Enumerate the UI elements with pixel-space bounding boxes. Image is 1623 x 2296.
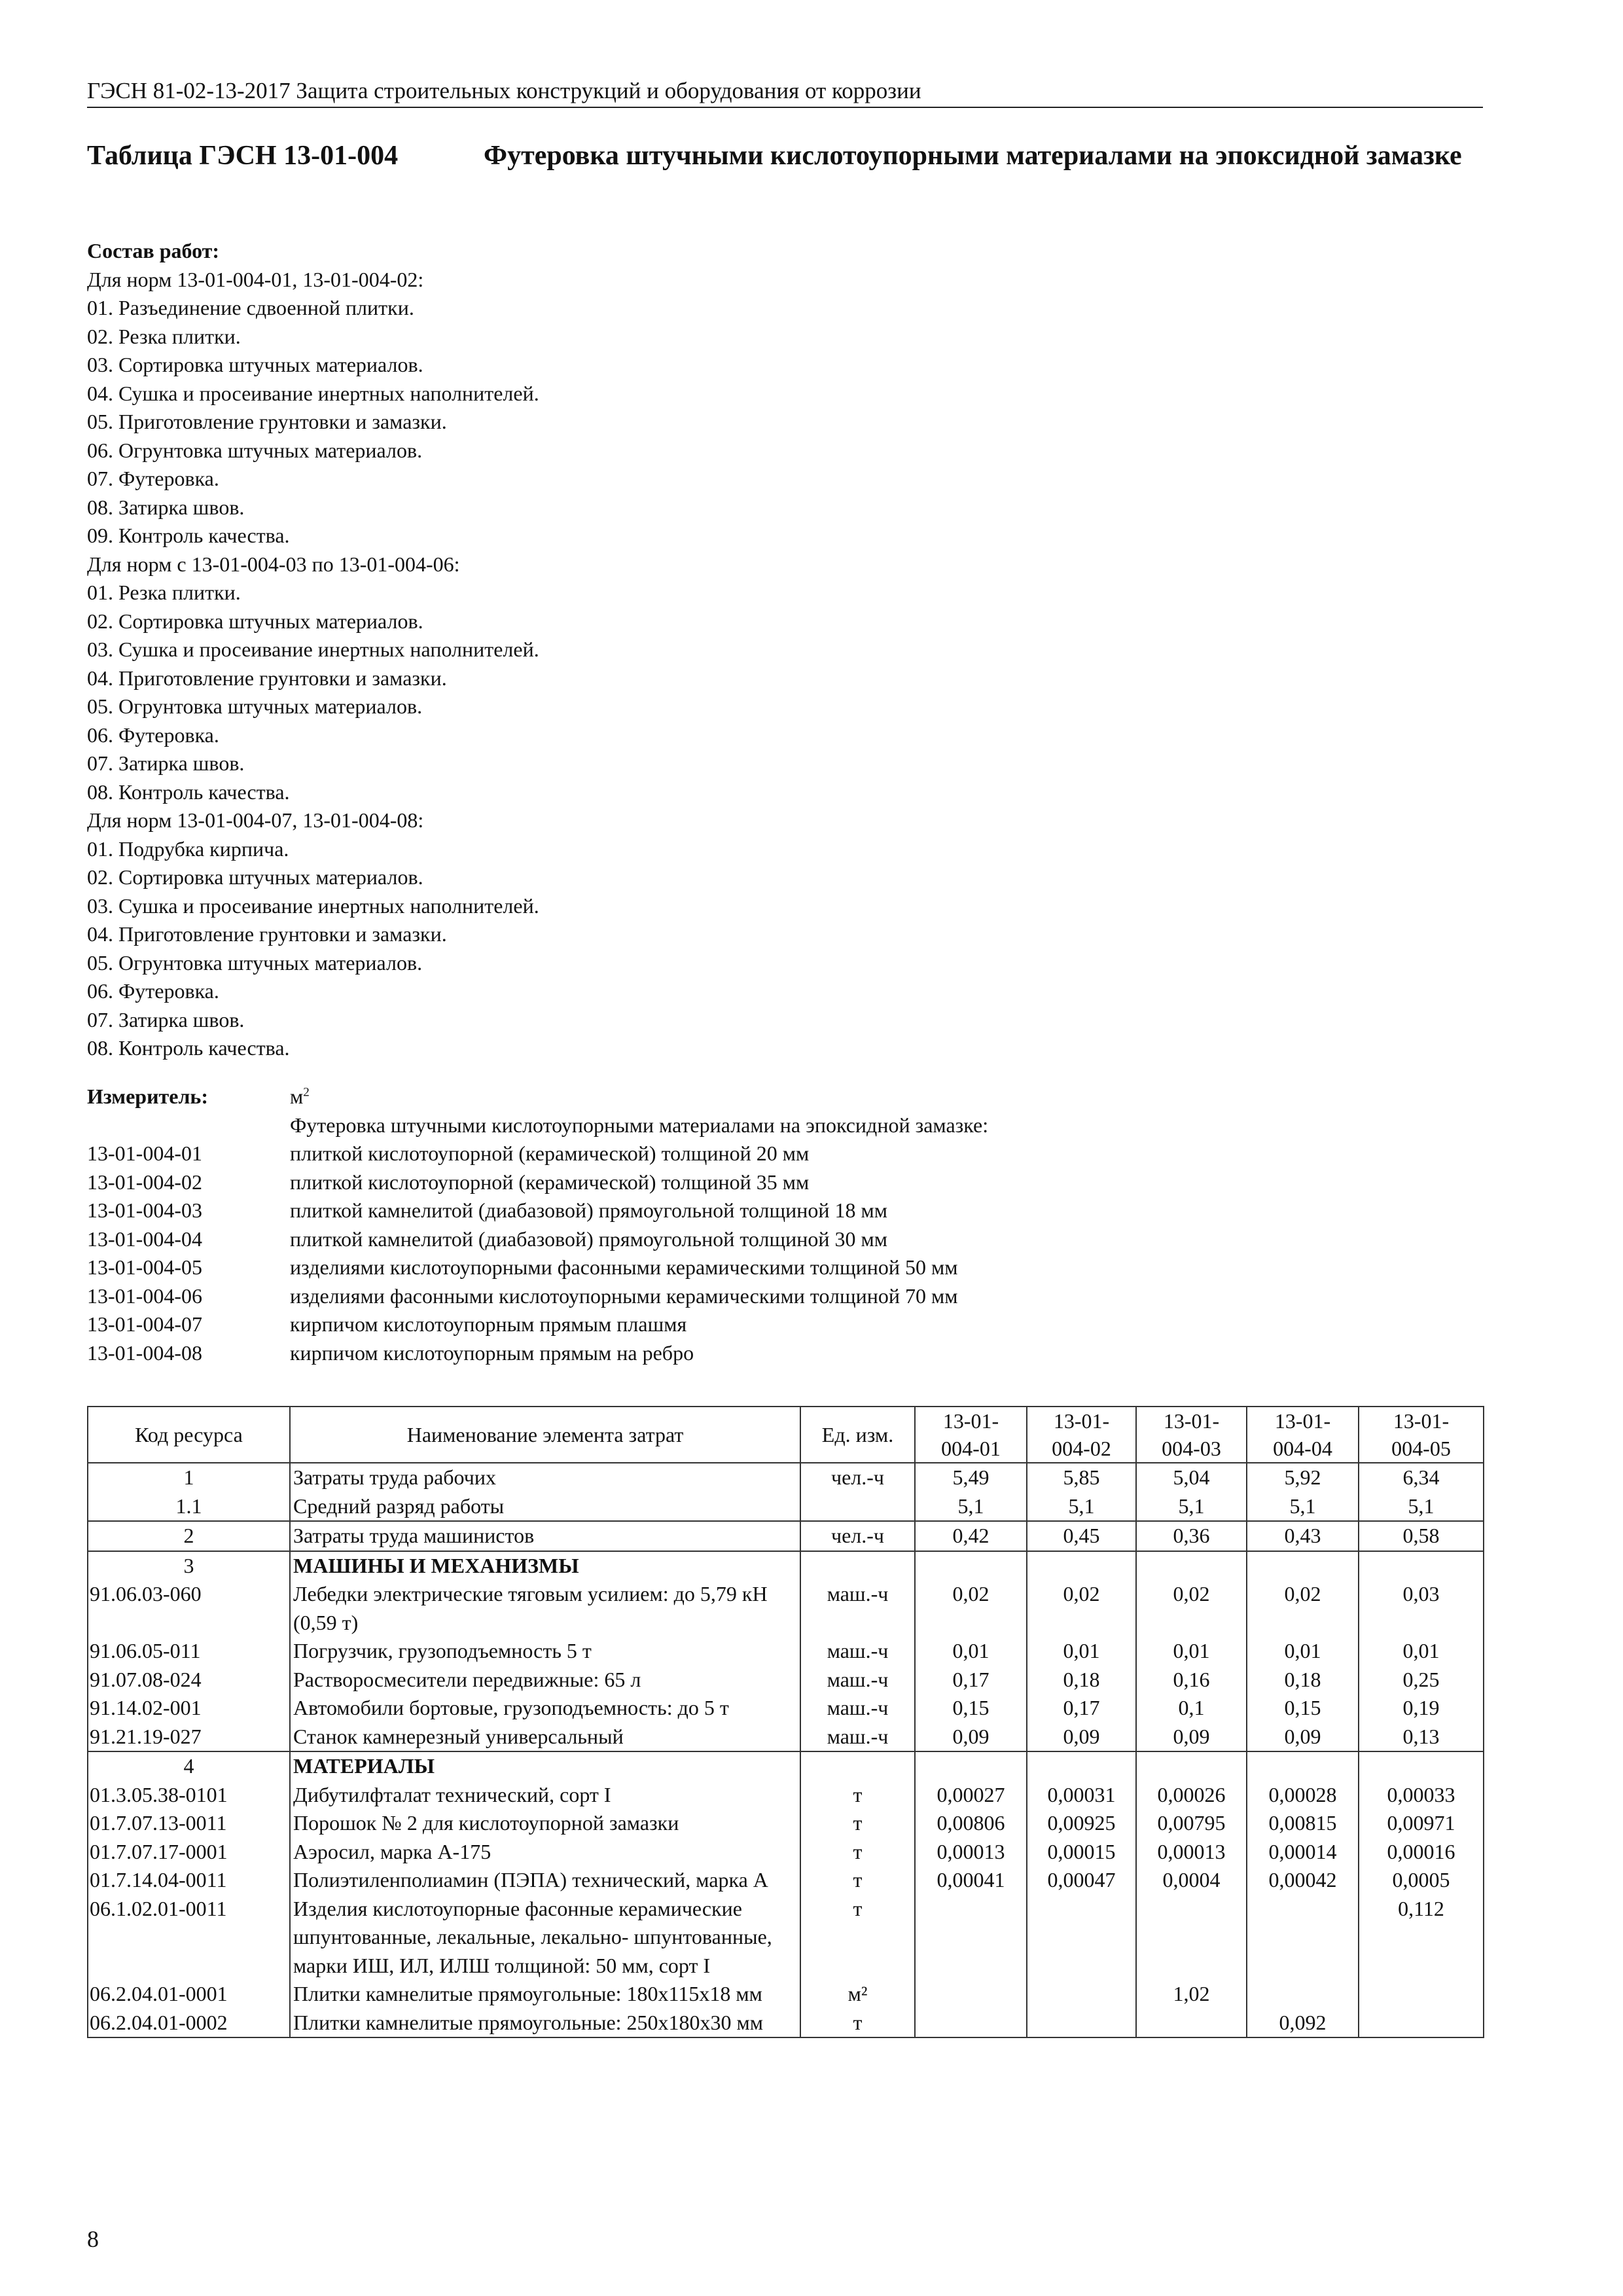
table-row (88, 1637, 1484, 1666)
cell-value (1027, 1980, 1136, 2009)
table-row (88, 1751, 1484, 1781)
cell-code: 91.06.05-011 (88, 1637, 290, 1666)
work-composition-line: 06. Футеровка. (87, 979, 219, 1003)
cell-unit: чел.-ч (800, 1521, 915, 1551)
cell-value (1359, 1551, 1484, 1581)
work-composition-line: 08. Контроль качества. (87, 780, 290, 804)
meter-item (87, 1339, 1483, 1368)
header-norm-01 (915, 1407, 1027, 1463)
cell-unit: чел.-ч (800, 1463, 915, 1492)
cell-value (1247, 1895, 1359, 1981)
cell-value: 0,00028 (1247, 1781, 1359, 1810)
cell-name: Затраты труда рабочих (290, 1463, 800, 1492)
work-composition-line: 09. Контроль качества. (87, 524, 290, 547)
cell-code: 06.1.02.01-0011 (88, 1895, 290, 1981)
cell-value: 0,00971 (1359, 1809, 1484, 1838)
work-composition-line: 02. Сортировка штучных материалов. (87, 609, 423, 633)
table-row (88, 2009, 1484, 2038)
work-composition (87, 237, 1483, 1063)
meter-item-code: 13-01-004-02 (87, 1170, 202, 1194)
resource-table (87, 1406, 1484, 2038)
meter-unit (290, 1083, 310, 1111)
cell-value: 0,19 (1359, 1694, 1484, 1723)
cell-value: 5,1 (1247, 1492, 1359, 1522)
work-composition-line: 05. Приготовление грунтовки и замазки. (87, 410, 447, 433)
cell-code: 91.14.02-001 (88, 1694, 290, 1723)
cell-value (1136, 1551, 1247, 1581)
cell-unit: маш.-ч (800, 1694, 915, 1723)
cell-name: Изделия кислотоупорные фасонные керамические шпунтованные, лекальные, лекально- шпунтованные, марки ИШ, ИЛ, ИЛШ толщиной: 50 мм, сорт I (290, 1895, 800, 1981)
cell-code: 06.2.04.01-0001 (88, 1980, 290, 2009)
cell-value (1359, 1980, 1484, 2009)
table-row (88, 1980, 1484, 2009)
cell-value: 0,00031 (1027, 1781, 1136, 1810)
cell-value: 0,01 (1027, 1637, 1136, 1666)
header-code: Код ресурса (88, 1407, 290, 1463)
cell-value: 0,00016 (1359, 1838, 1484, 1867)
cell-value: 0,02 (1136, 1580, 1247, 1637)
work-composition-line: 02. Сортировка штучных материалов. (87, 865, 423, 889)
work-composition-line: 03. Сортировка штучных материалов. (87, 353, 423, 376)
cell-code: 3 (88, 1551, 290, 1581)
cell-value (1027, 2009, 1136, 2038)
work-composition-line: 01. Разъединение сдвоенной плитки. (87, 296, 414, 319)
table-row (88, 1781, 1484, 1810)
cell-unit: маш.-ч (800, 1637, 915, 1666)
cell-value: 0,09 (1027, 1723, 1136, 1752)
cell-name: Погрузчик, грузоподъемность 5 т (290, 1637, 800, 1666)
meter-items-list (87, 1139, 1483, 1367)
table-row (88, 1723, 1484, 1752)
cell-name: Плитки камнелитые прямоугольные: 180x115x18 мм (290, 1980, 800, 2009)
cell-code: 91.07.08-024 (88, 1666, 290, 1695)
cell-value (915, 1751, 1027, 1781)
table-body (88, 1463, 1484, 2037)
cell-value: 0,45 (1027, 1521, 1136, 1551)
header-norm-05 (1359, 1407, 1484, 1463)
work-composition-line: Для норм 13-01-004-07, 13-01-004-08: (87, 808, 424, 832)
cell-value: 5,04 (1136, 1463, 1247, 1492)
cell-name: Порошок № 2 для кислотоупорной замазки (290, 1809, 800, 1838)
cell-code: 91.06.03-060 (88, 1580, 290, 1637)
cell-value: 0,01 (1136, 1637, 1247, 1666)
meter-item (87, 1310, 1483, 1339)
work-composition-line: 01. Резка плитки. (87, 581, 241, 604)
cell-unit: т (800, 1809, 915, 1838)
cell-name: Плитки камнелитые прямоугольные: 250x180x30 мм (290, 2009, 800, 2038)
cell-value: 0,00806 (915, 1809, 1027, 1838)
cell-value (1027, 1895, 1136, 1981)
cell-unit: т (800, 1866, 915, 1895)
cell-name: Станок камнерезный универсальный (290, 1723, 800, 1752)
cell-value: 0,15 (915, 1694, 1027, 1723)
cell-value: 0,15 (1247, 1694, 1359, 1723)
work-composition-line: 03. Сушка и просеивание инертных наполнителей. (87, 637, 539, 661)
meter-item (87, 1139, 1483, 1168)
work-composition-line: 07. Затирка швов. (87, 751, 245, 775)
cell-value: 0,00013 (1136, 1838, 1247, 1867)
cell-unit: маш.-ч (800, 1723, 915, 1752)
cell-code: 01.3.05.38-0101 (88, 1781, 290, 1810)
meter-intro: Футеровка штучными кислотоупорными материалами на эпоксидной замазке: (290, 1113, 989, 1137)
work-composition-line: 04. Приготовление грунтовки и замазки. (87, 922, 447, 946)
cell-value: 0,00041 (915, 1866, 1027, 1895)
table-row (88, 1551, 1484, 1581)
cell-value (1136, 1895, 1247, 1981)
cell-value (1136, 2009, 1247, 2038)
work-composition-line: 04. Приготовление грунтовки и замазки. (87, 666, 447, 690)
meter-item-code: 13-01-004-05 (87, 1255, 202, 1279)
meter-item (87, 1253, 1483, 1282)
work-composition-line: 01. Подрубка кирпича. (87, 836, 289, 861)
cell-unit: т (800, 1895, 915, 1981)
cell-code: 06.2.04.01-0002 (88, 2009, 290, 2038)
work-composition-line: 04. Сушка и просеивание инертных наполнителей. (87, 381, 539, 405)
cell-value: 0,01 (915, 1637, 1027, 1666)
cell-code: 91.21.19-027 (88, 1723, 290, 1752)
cell-value: 0,02 (1247, 1580, 1359, 1637)
cell-value: 0,092 (1247, 2009, 1359, 2038)
cell-name: МАШИНЫ И МЕХАНИЗМЫ (290, 1551, 800, 1581)
work-composition-line: Для норм с 13-01-004-03 по 13-01-004-06: (87, 552, 460, 576)
cell-value (1027, 1551, 1136, 1581)
meter-item (87, 1168, 1483, 1197)
table-row (88, 1580, 1484, 1637)
cell-value: 0,01 (1247, 1637, 1359, 1666)
meter-item-code: 13-01-004-08 (87, 1340, 202, 1365)
cell-value: 5,1 (915, 1492, 1027, 1522)
cell-name: Лебедки электрические тяговым усилием: до 5,79 кН (0,59 т) (290, 1580, 800, 1637)
cell-name: Средний разряд работы (290, 1492, 800, 1522)
header-norm-04 (1247, 1407, 1359, 1463)
table-row (88, 1809, 1484, 1838)
cell-value: 0,02 (915, 1580, 1027, 1637)
table-title-name: Футеровка штучными кислотоупорными материалами на эпоксидной замазке (484, 141, 1462, 171)
cell-value: 6,34 (1359, 1463, 1484, 1492)
work-composition-line: 08. Контроль качества. (87, 1036, 290, 1060)
cell-value: 0,00027 (915, 1781, 1027, 1810)
table-row (88, 1666, 1484, 1695)
meter-item-text: плиткой камнелитой (диабазовой) прямоугольной толщиной 18 мм (290, 1198, 887, 1222)
cell-unit (800, 1492, 915, 1522)
header-norm-line1: 13-01- (1053, 1409, 1110, 1433)
table-row (88, 1866, 1484, 1895)
cell-value: 0,00014 (1247, 1838, 1359, 1867)
meter-item-code: 13-01-004-01 (87, 1141, 202, 1165)
work-composition-line: 05. Огрунтовка штучных материалов. (87, 694, 423, 718)
cell-value: 0,00015 (1027, 1838, 1136, 1867)
cell-value: 5,92 (1247, 1463, 1359, 1492)
cell-value (915, 1895, 1027, 1981)
cell-code: 01.7.14.04-0011 (88, 1866, 290, 1895)
meter-intro-row (87, 1111, 1483, 1140)
cell-name: Полиэтиленполиамин (ПЭПА) технический, марка А (290, 1866, 800, 1895)
cell-code: 2 (88, 1521, 290, 1551)
cell-unit: маш.-ч (800, 1666, 915, 1695)
cell-value: 0,00013 (915, 1838, 1027, 1867)
cell-value: 0,00026 (1136, 1781, 1247, 1810)
cell-value: 0,0005 (1359, 1866, 1484, 1895)
cell-value: 0,112 (1359, 1895, 1484, 1981)
meter-item-code: 13-01-004-06 (87, 1283, 202, 1308)
work-composition-heading: Состав работ: (87, 239, 220, 262)
work-composition-line: 05. Огрунтовка штучных материалов. (87, 950, 423, 975)
cell-value (1247, 1980, 1359, 2009)
meter-item-text: кирпичом кислотоупорным прямым на ребро (290, 1340, 694, 1365)
cell-value (1136, 1751, 1247, 1781)
meter-item-text: плиткой кислотоупорной (керамической) толщиной 35 мм (290, 1170, 810, 1194)
meter-item-text: изделиями кислотоупорными фасонными керамическими толщиной 50 мм (290, 1255, 958, 1279)
table-row (88, 1492, 1484, 1522)
meter-item-text: изделиями фасонными кислотоупорными керамическими толщиной 70 мм (290, 1283, 958, 1308)
work-composition-line: 03. Сушка и просеивание инертных наполнителей. (87, 893, 539, 918)
cell-unit: т (800, 1838, 915, 1867)
cell-value: 5,85 (1027, 1463, 1136, 1492)
cell-code: 01.7.07.17-0001 (88, 1838, 290, 1867)
cell-name: Затраты труда машинистов (290, 1521, 800, 1551)
cell-value: 0,0004 (1136, 1866, 1247, 1895)
header-norm-line1: 13-01- (1274, 1409, 1331, 1433)
cell-value (1359, 1751, 1484, 1781)
table-row (88, 1463, 1484, 1492)
cell-value: 0,36 (1136, 1521, 1247, 1551)
cell-name: Дибутилфталат технический, сорт I (290, 1781, 800, 1810)
cell-unit (800, 1751, 915, 1781)
table-row (88, 1694, 1484, 1723)
cell-value: 1,02 (1136, 1980, 1247, 2009)
meter-item-code: 13-01-004-04 (87, 1227, 202, 1251)
header-norm-line2: 004-05 (1391, 1437, 1451, 1460)
meter-row (87, 1083, 1483, 1111)
table-header-row (88, 1407, 1484, 1463)
table-row (88, 1521, 1484, 1551)
cell-value: 0,03 (1359, 1580, 1484, 1637)
cell-value: 0,17 (915, 1666, 1027, 1695)
cell-value: 0,09 (915, 1723, 1027, 1752)
work-composition-line: 07. Затирка швов. (87, 1007, 245, 1031)
cell-value: 0,58 (1359, 1521, 1484, 1551)
cell-value: 0,18 (1027, 1666, 1136, 1695)
cell-value (915, 1551, 1027, 1581)
meter-item (87, 1282, 1483, 1311)
cell-unit: м² (800, 1980, 915, 2009)
header-unit: Ед. изм. (800, 1407, 915, 1463)
cell-value: 0,17 (1027, 1694, 1136, 1723)
header-norm-02 (1027, 1407, 1136, 1463)
work-composition-line: Для норм 13-01-004-01, 13-01-004-02: (87, 267, 424, 291)
cell-value: 0,43 (1247, 1521, 1359, 1551)
table-title-code: Таблица ГЭСН 13-01-004 (87, 141, 399, 171)
cell-value (915, 2009, 1027, 2038)
meter-unit-sup: 2 (303, 1085, 310, 1100)
cell-value: 0,25 (1359, 1666, 1484, 1695)
header-norm-03 (1136, 1407, 1247, 1463)
header-norm-line2: 004-04 (1273, 1437, 1332, 1460)
cell-value: 0,00042 (1247, 1866, 1359, 1895)
cell-value: 5,1 (1136, 1492, 1247, 1522)
cell-value: 0,1 (1136, 1694, 1247, 1723)
cell-code: 1.1 (88, 1492, 290, 1522)
meter-item-text: плиткой камнелитой (диабазовой) прямоугольной толщиной 30 мм (290, 1227, 887, 1251)
cell-value: 0,01 (1359, 1637, 1484, 1666)
meter-item-text: кирпичом кислотоупорным прямым плашмя (290, 1312, 687, 1336)
cell-unit (800, 1551, 915, 1581)
cell-name: Автомобили бортовые, грузоподъемность: до 5 т (290, 1694, 800, 1723)
meter-section (87, 1083, 1483, 1367)
work-composition-line: 06. Футеровка. (87, 723, 219, 747)
cell-name: Аэросил, марка А-175 (290, 1838, 800, 1867)
header-norm-line1: 13-01- (942, 1409, 999, 1433)
running-header: ГЭСН 81-02-13-2017 Защита строительных конструкций и оборудования от коррозии (87, 77, 1483, 108)
cell-value: 0,00033 (1359, 1781, 1484, 1810)
cell-value: 0,18 (1247, 1666, 1359, 1695)
cell-value: 0,00815 (1247, 1809, 1359, 1838)
meter-item (87, 1196, 1483, 1225)
work-composition-line: 07. Футеровка. (87, 467, 219, 490)
cell-value: 0,16 (1136, 1666, 1247, 1695)
cell-code: 01.7.07.13-0011 (88, 1809, 290, 1838)
meter-item-text: плиткой кислотоупорной (керамической) толщиной 20 мм (290, 1141, 810, 1165)
cell-value: 0,42 (915, 1521, 1027, 1551)
cell-unit: т (800, 2009, 915, 2038)
header-name: Наименование элемента затрат (290, 1407, 800, 1463)
cell-value: 0,09 (1136, 1723, 1247, 1752)
cell-code: 1 (88, 1463, 290, 1492)
table-row (88, 1895, 1484, 1981)
meter-item-code: 13-01-004-07 (87, 1312, 202, 1336)
work-composition-line: 06. Огрунтовка штучных материалов. (87, 438, 423, 462)
cell-value (1247, 1751, 1359, 1781)
cell-unit: маш.-ч (800, 1580, 915, 1637)
cell-value (1027, 1751, 1136, 1781)
meter-item-code: 13-01-004-03 (87, 1198, 202, 1222)
header-norm-line1: 13-01- (1393, 1409, 1450, 1433)
cell-value (1359, 2009, 1484, 2038)
work-composition-line: 08. Затирка швов. (87, 495, 245, 519)
page-number: 8 (87, 2226, 99, 2252)
header-norm-line2: 004-02 (1052, 1437, 1111, 1460)
cell-value (1247, 1551, 1359, 1581)
cell-unit: т (800, 1781, 915, 1810)
cell-code: 4 (88, 1751, 290, 1781)
cell-value (915, 1980, 1027, 2009)
cell-value: 5,1 (1027, 1492, 1136, 1522)
cell-name: МАТЕРИАЛЫ (290, 1751, 800, 1781)
header-norm-line1: 13-01- (1163, 1409, 1220, 1433)
header-norm-line2: 004-01 (941, 1437, 1001, 1460)
cell-value: 0,00047 (1027, 1866, 1136, 1895)
cell-name: Растворосмесители передвижные: 65 л (290, 1666, 800, 1695)
header-norm-line2: 004-03 (1162, 1437, 1221, 1460)
cell-value: 5,1 (1359, 1492, 1484, 1522)
meter-item (87, 1225, 1483, 1254)
work-composition-line: 02. Резка плитки. (87, 324, 241, 348)
cell-value: 5,49 (915, 1463, 1027, 1492)
cell-value: 0,13 (1359, 1723, 1484, 1752)
cell-value: 0,02 (1027, 1580, 1136, 1637)
meter-label: Измеритель: (87, 1085, 208, 1108)
table-row (88, 1838, 1484, 1867)
work-composition-list (87, 266, 1483, 1063)
meter-unit-base: м (290, 1085, 304, 1108)
cell-value: 0,09 (1247, 1723, 1359, 1752)
cell-value: 0,00925 (1027, 1809, 1136, 1838)
cell-value: 0,00795 (1136, 1809, 1247, 1838)
